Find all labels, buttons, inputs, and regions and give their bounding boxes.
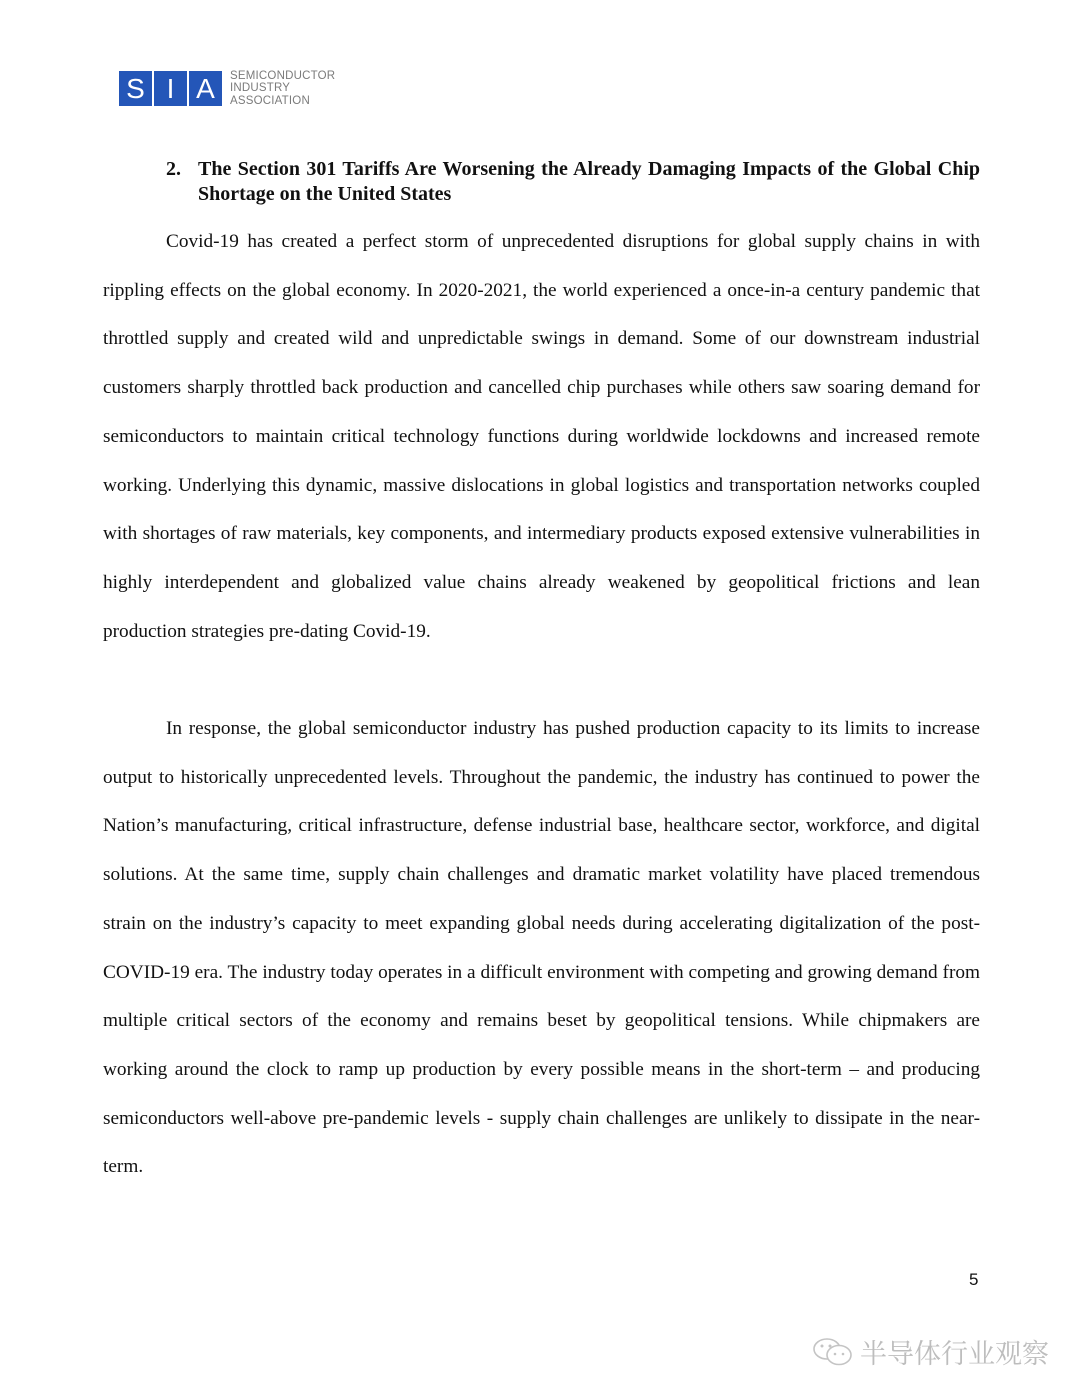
section-heading: [166, 157, 980, 206]
sia-logo: [119, 71, 335, 106]
logo-line-1: SEMICONDUCTOR: [230, 69, 336, 82]
logo-letter-i: I: [154, 71, 187, 106]
page-number: 5: [969, 1270, 979, 1289]
section-title: The Section 301 Tariffs Are Worsening the Already Damaging Impacts of the Global Chip Shortage on the United States: [198, 158, 980, 205]
logo-wordmark: [230, 70, 335, 108]
section-number: 2.: [166, 158, 181, 180]
watermark: [812, 1332, 1049, 1371]
logo-letter-s: S: [119, 71, 152, 106]
logo-line-3: ASSOCIATION: [230, 94, 310, 107]
paragraph-1: [103, 218, 980, 656]
wechat-icon: [812, 1336, 854, 1368]
watermark-text: 半导体行业观察: [860, 1339, 1049, 1370]
paragraph-1-text: Covid-19 has created a perfect storm of unprecedented disruptions for global supply chains in with rippling effects on the global economy. In 2020-2021, the world experienced a once-in-a century pandemic that throttled supply and created wild and unpredictable swings in demand. Some of our downstream industrial customers sharply throttled back production and cancelled chip purchases while others saw soaring demand for semiconductors to maintain critical technology functions during worldwide lockdowns and increased remote working. Underlying this dynamic, massive dislocations in global logistics and transportation networks coupled with shortages of raw materials, key components, and intermediary products exposed extensive vulnerabilities in highly interdependent and globalized value chains already weakened by geopolitical frictions and lean production strategies pre-dating Covid-19.: [103, 231, 980, 642]
paragraph-2-text: In response, the global semiconductor industry has pushed production capacity to its limits to increase output to historically unprecedented levels. Throughout the pandemic, the industry has continued to power the Nation’s manufacturing, critical infrastructure, defense industrial base, healthcare sector, workforce, and digital solutions. At the same time, supply chain challenges and dramatic market volatility have placed tremendous strain on the industry’s capacity to meet expanding global needs during accelerating digitalization of the post-COVID-19 era. The industry today operates in a difficult environment with competing and growing demand from multiple critical sectors of the economy and remains beset by geopolitical tensions. While chipmakers are working around the clock to ramp up production by every possible means in the short-term – and producing semiconductors well-above pre-pandemic levels - supply chain challenges are unlikely to dissipate in the near-term.: [103, 718, 980, 1178]
paragraph-2: [103, 705, 980, 1192]
logo-line-2: INDUSTRY: [230, 82, 291, 95]
logo-letter-a: A: [189, 71, 222, 106]
logo-letters: [119, 71, 224, 106]
